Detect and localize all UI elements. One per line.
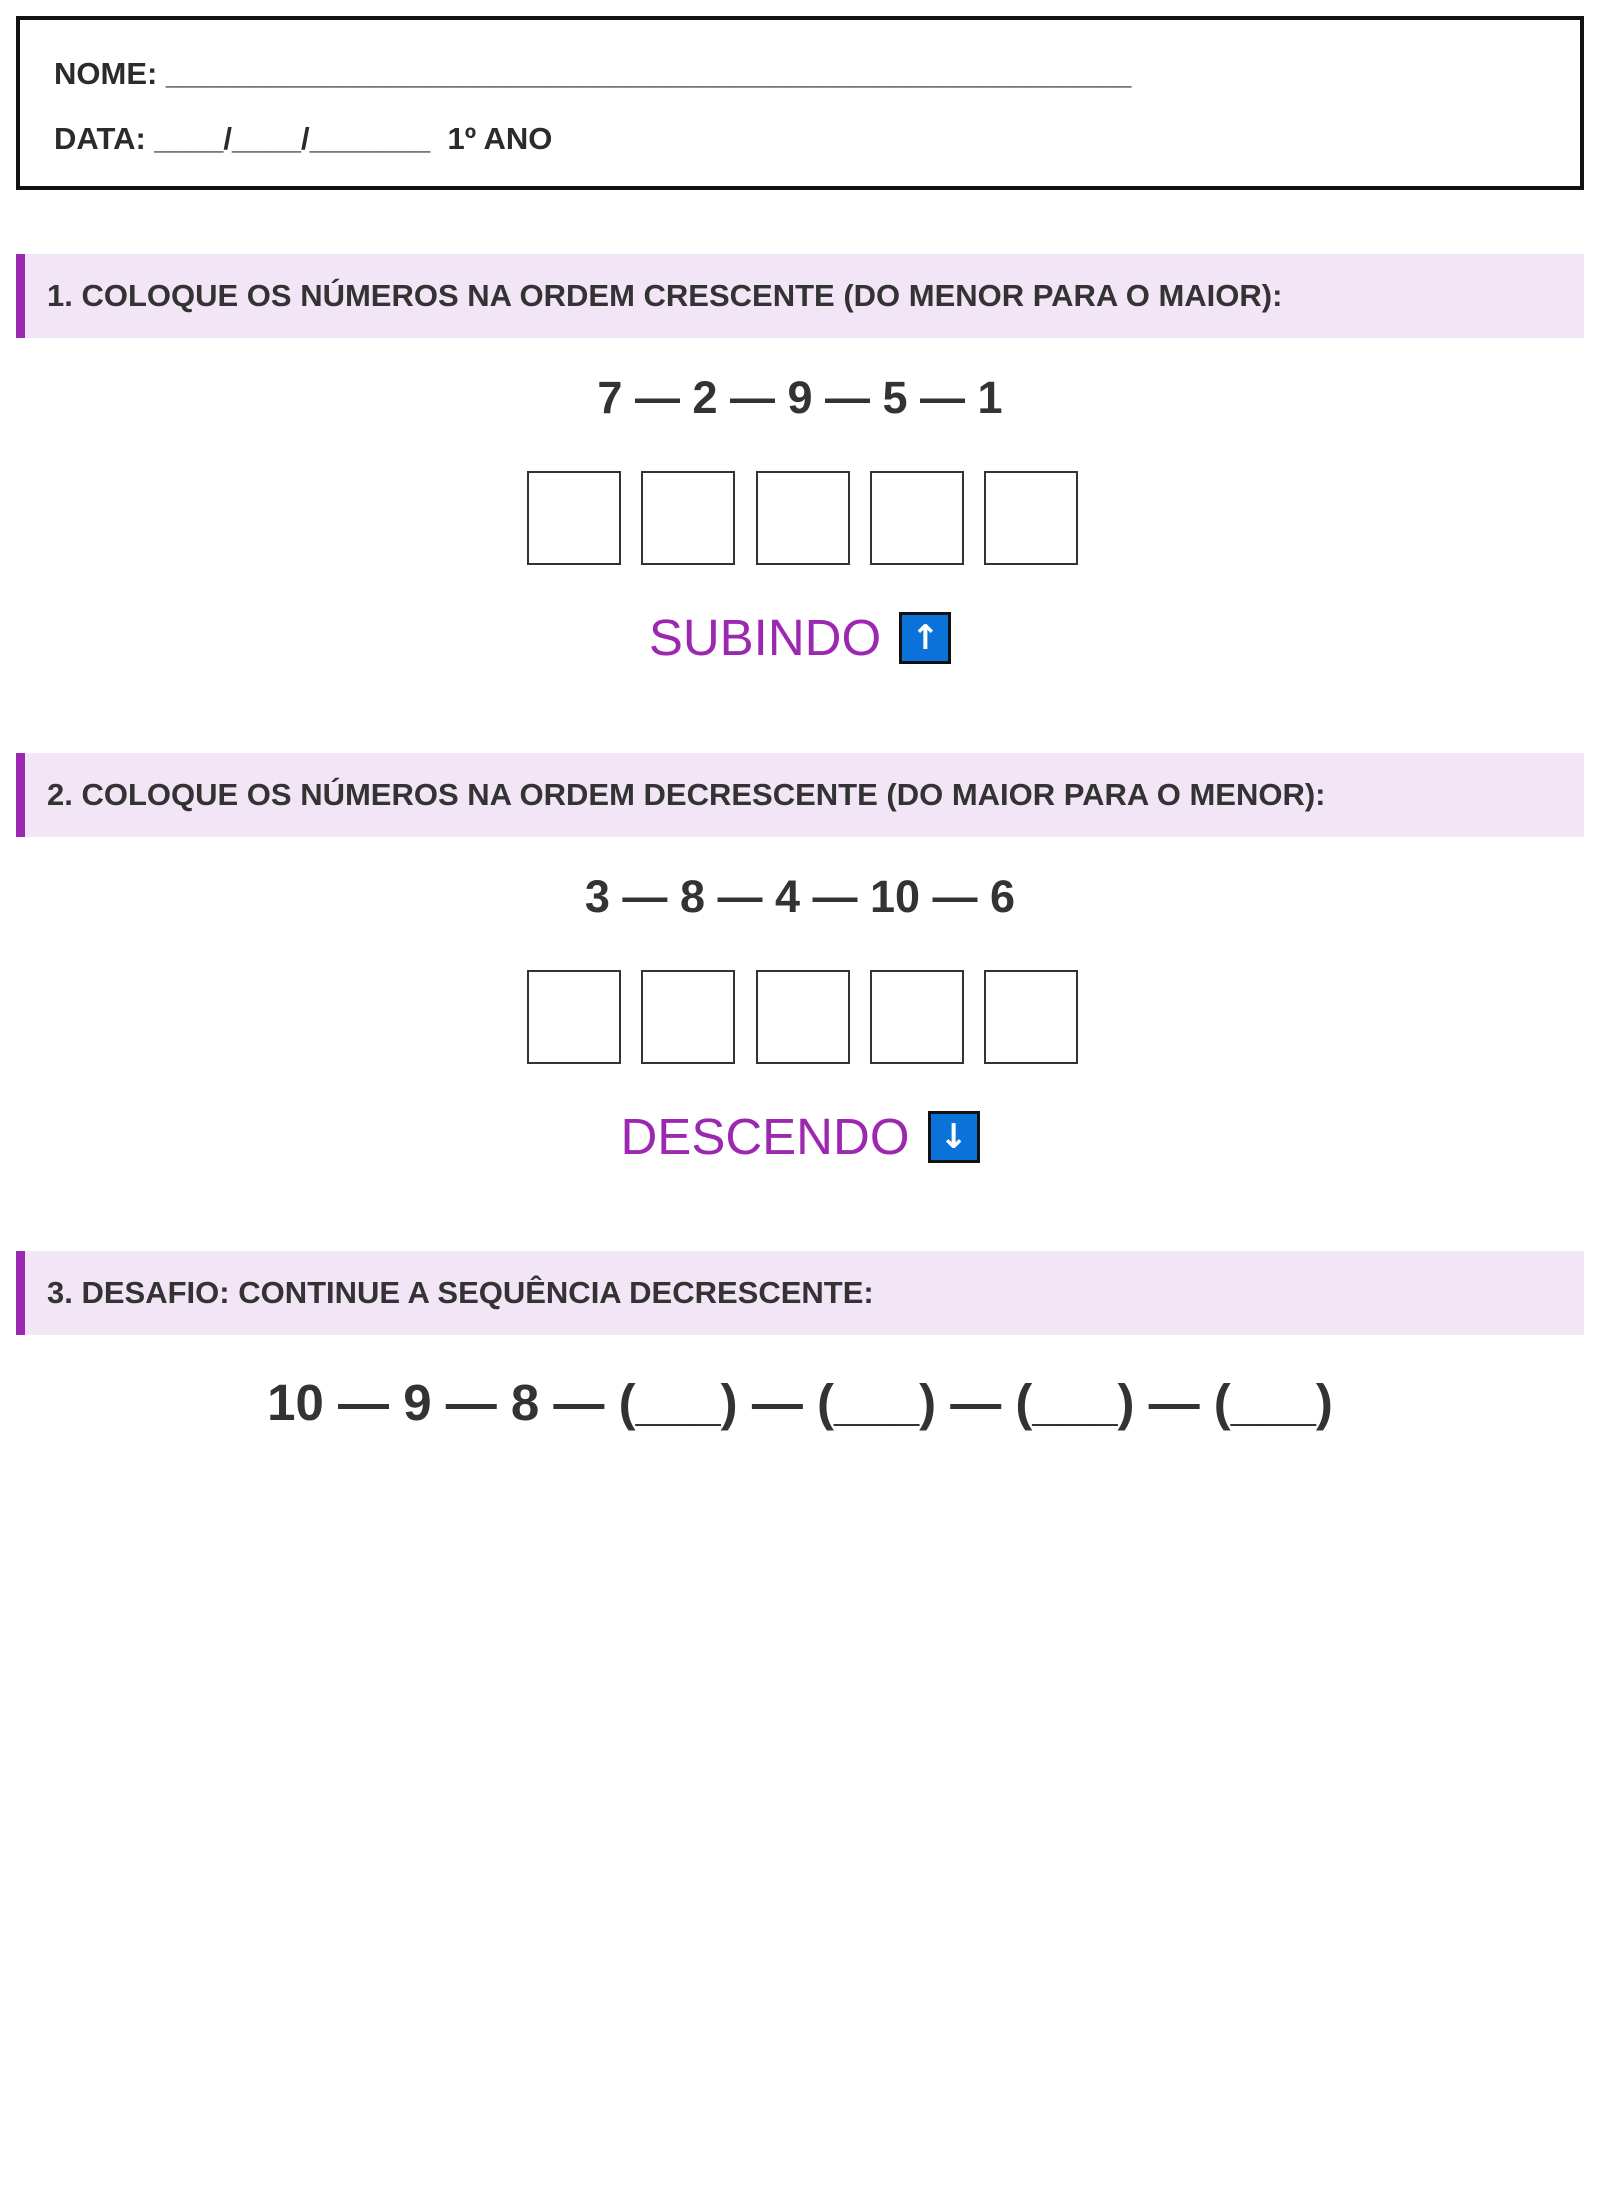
section-2-title: 2. COLOQUE OS NÚMEROS NA ORDEM DECRESCENTE (DO MAIOR PARA O MENOR): bbox=[47, 777, 1326, 812]
date-grade-line[interactable]: DATA: ____/____/_______ 1º ANO bbox=[54, 121, 553, 156]
answer-box[interactable] bbox=[641, 471, 735, 565]
answer-box[interactable] bbox=[756, 970, 850, 1064]
section-1-header bbox=[16, 254, 1584, 338]
answer-box[interactable] bbox=[527, 970, 621, 1064]
section-1-direction bbox=[0, 608, 1600, 668]
section-2-direction bbox=[0, 1107, 1600, 1167]
section-2-answer-boxes bbox=[527, 970, 1078, 1064]
answer-box[interactable] bbox=[870, 970, 964, 1064]
answer-box[interactable] bbox=[641, 970, 735, 1064]
answer-box[interactable] bbox=[984, 970, 1078, 1064]
name-field-line[interactable]: NOME: ________________________________________________________ bbox=[54, 56, 1132, 91]
arrow-down-icon: ↓ bbox=[928, 1111, 980, 1163]
section-3-challenge-sequence[interactable]: 10 — 9 — 8 — (___) — (___) — (___) — (___) bbox=[267, 1374, 1333, 1431]
section-2-header bbox=[16, 753, 1584, 837]
answer-box[interactable] bbox=[756, 471, 850, 565]
section-2-number-sequence: 3 — 8 — 4 — 10 — 6 bbox=[584, 871, 1016, 922]
section-3-title: 3. DESAFIO: CONTINUE A SEQUÊNCIA DECRESCENTE: bbox=[47, 1275, 874, 1310]
arrow-up-icon: ↑ bbox=[899, 612, 951, 664]
student-info-box bbox=[16, 16, 1584, 190]
direction-label-subindo: SUBINDO bbox=[648, 609, 882, 666]
direction-label-descendo: DESCENDO bbox=[620, 1108, 910, 1165]
section-1-title: 1. COLOQUE OS NÚMEROS NA ORDEM CRESCENTE (DO MENOR PARA O MAIOR): bbox=[47, 278, 1283, 313]
section-3-header bbox=[16, 1251, 1584, 1335]
answer-box[interactable] bbox=[984, 471, 1078, 565]
answer-box[interactable] bbox=[870, 471, 964, 565]
section-1-answer-boxes bbox=[527, 471, 1078, 565]
section-1-number-sequence: 7 — 2 — 9 — 5 — 1 bbox=[597, 372, 1003, 423]
answer-box[interactable] bbox=[527, 471, 621, 565]
